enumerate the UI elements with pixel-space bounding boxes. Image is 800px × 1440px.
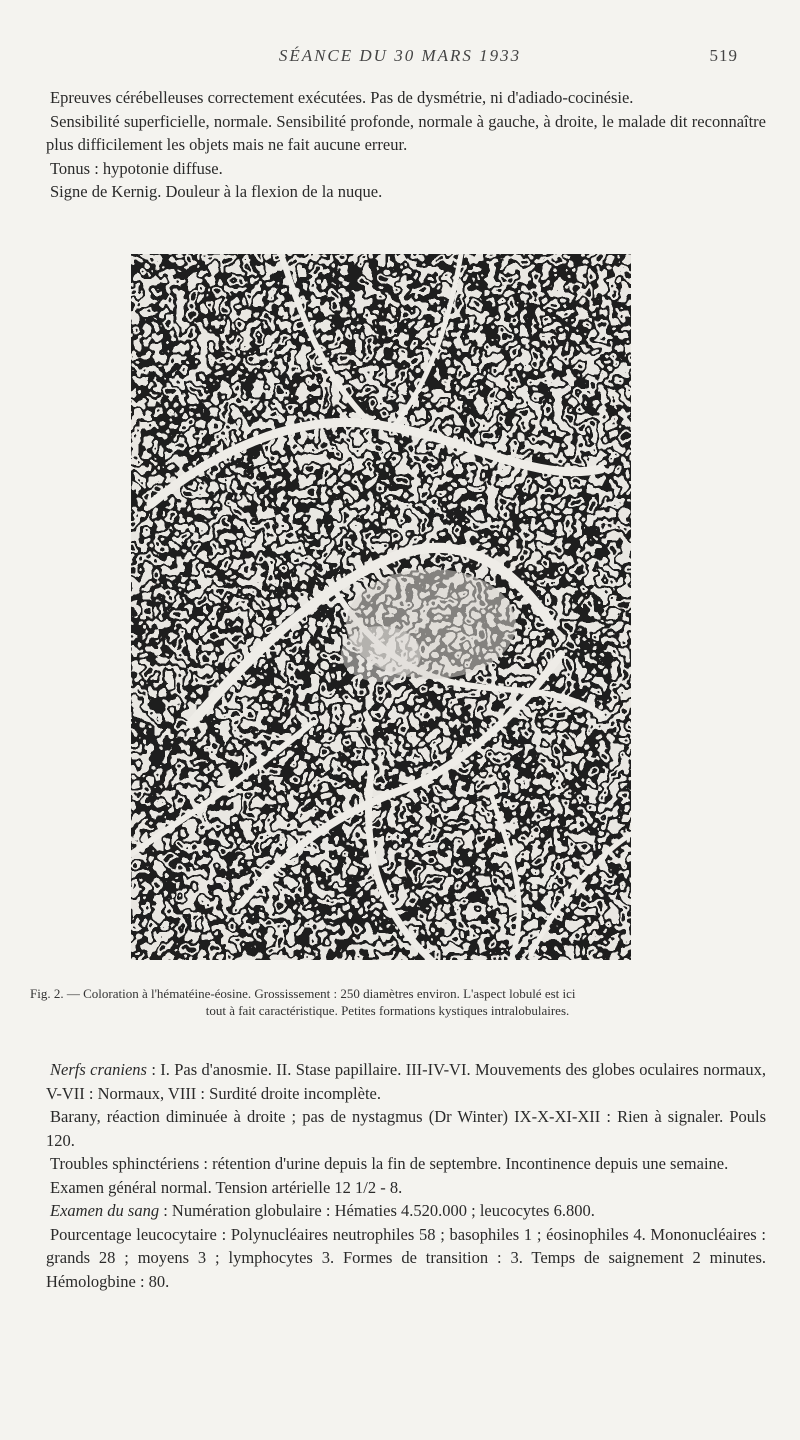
running-title: SÉANCE DU 30 MARS 1933 (278, 46, 522, 65)
micrograph-image (131, 254, 631, 960)
page-number: 519 (709, 46, 738, 65)
paragraph-examen-general: Examen général normal. Tension artérielle 12 1/2 - 8. (50, 1177, 403, 1197)
paragraph-sensibility: Sensibilité superficielle, normale. Sensibilité profonde, normale à gauche, à droite, le malade dit reconnaître plus difficilement les objets mais ne fait aucune erreur. (46, 111, 766, 154)
histology-micrograph (131, 254, 631, 960)
paragraph-nerfs (46, 1058, 766, 1105)
paragraph-tonus: Tonus : hypotonie diffuse. (50, 158, 223, 178)
paragraph-cerebellar: Epreuves cérébelleuses correctement exécutées. Pas de dysmétrie, ni d'adiado-cocinésie. (50, 88, 634, 107)
bottom-text-block (46, 1058, 766, 1293)
caption-line-1: Fig. 2. — Coloration à l'hématéine-éosine. Grossissement : 250 diamètres environ. L'aspect lobulé est ici (30, 986, 576, 1001)
sang-text: : Numération globulaire : Hématies 4.520.000 ; leucocytes 6.800. (159, 1201, 595, 1220)
sang-label: Examen du sang (50, 1201, 160, 1220)
nerfs-label: Nerfs craniens (50, 1060, 147, 1079)
nerfs-text: : I. Pas d'anosmie. II. Stase papillaire. III-IV-VI. Mouvements des globes oculaires normaux, V-VII : Normaux, VIII : Surdité droite incomplète. (46, 1060, 766, 1103)
paragraph-troubles: Troubles sphinctériens : rétention d'urine depuis la fin de septembre. Incontinence depuis une semaine. (50, 1154, 729, 1173)
paragraph-pourcentage: Pourcentage leucocytaire : Polynucléaires neutrophiles 58 ; basophiles 1 ; éosinophiles 4. Mononucléaires : grands 28 ; moyens 3 ; lymphocytes 3. Formes de transition : 3. Temps de saignement 2 minutes. Hémologbine : 80. (46, 1224, 766, 1291)
paragraph-sang (46, 1199, 766, 1223)
paragraph-barany: Barany, réaction diminuée à droite ; pas de nystagmus (Dr Winter) IX-X-XI-XII : Rien à signaler. Pouls 120. (46, 1107, 766, 1150)
caption-line-2: tout à fait caractéristique. Petites formations kystiques intralobulaires. (205, 1003, 570, 1018)
running-head (0, 46, 800, 72)
paragraph-kernig: Signe de Kernig. Douleur à la flexion de la nuque. (50, 182, 383, 201)
figure-caption (30, 985, 745, 1019)
top-text-block (46, 86, 766, 204)
